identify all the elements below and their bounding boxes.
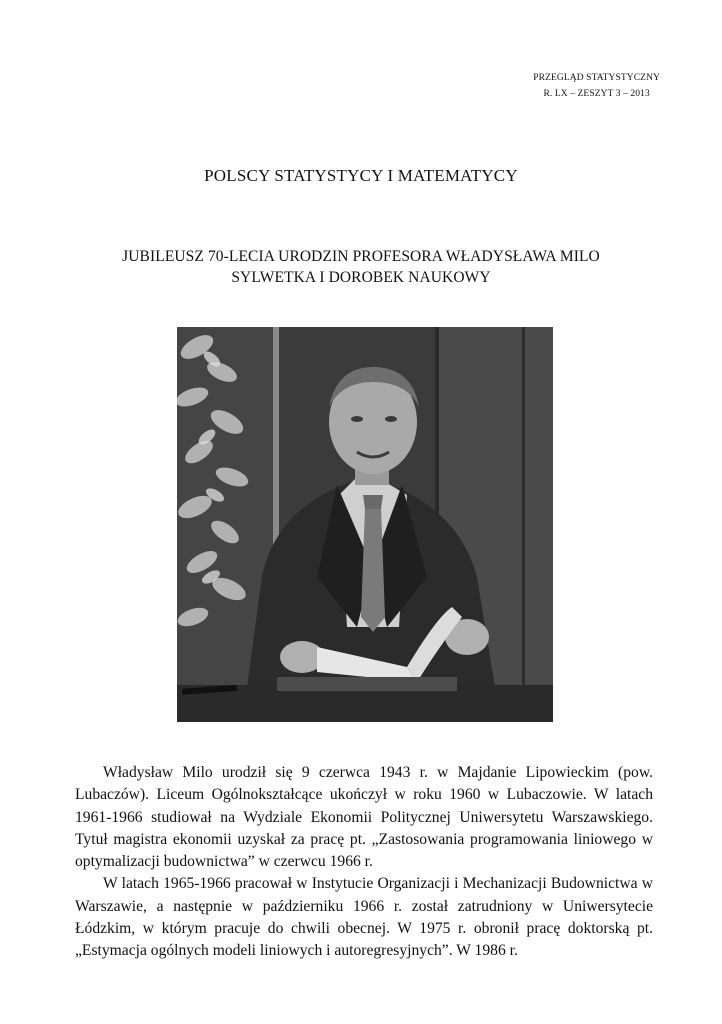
journal-name: PRZEGLĄD STATYSTYCZNY xyxy=(533,73,660,83)
article-title-line-2: SYLWETKA I DOROBEK NAUKOWY xyxy=(231,269,491,286)
paragraph-1: Władysław Milo urodził się 9 czerwca 1943 r. w Majdanie Lipowieckim (pow. Lubaczów). Liceum Ogólnokształcące ukończył w roku 1960 w Lubaczowie. W latach 1961-1966 studiował na Wydziale Ekonomii Politycznej Uniwersytetu Warszawskiego. Tytuł magistra ekonomii uzyskał za pracę pt. „Zastosowania programowania liniowego w optymalizacji budownictwa” w czerwcu 1966 r. xyxy=(75,764,653,871)
article-title-line-1: JUBILEUSZ 70-LECIA URODZIN PROFESORA WŁADYSŁAWA MILO xyxy=(122,248,600,265)
article-body xyxy=(75,762,653,963)
portrait-photo xyxy=(177,327,553,722)
journal-header xyxy=(533,70,660,102)
paragraph-2: W latach 1965-1966 pracował w Instytucie Organizacji i Mechanizacji Budownictwa w Warszawie, a następnie w październiku 1966 r. został zatrudniony w Uniwersytecie Łódzkim, w którym pracuje do chwili obecnej. W 1975 r. obronił pracę doktorską pt. „Estymacja ogólnych modeli liniowych i autoregresyjnych”. W 1986 r. xyxy=(75,875,653,960)
section-title: POLSCY STATYSTYCY I MATEMATYCY xyxy=(204,166,518,185)
journal-issue: R. LX – ZESZYT 3 – 2013 xyxy=(543,89,650,99)
article-title xyxy=(0,246,722,288)
